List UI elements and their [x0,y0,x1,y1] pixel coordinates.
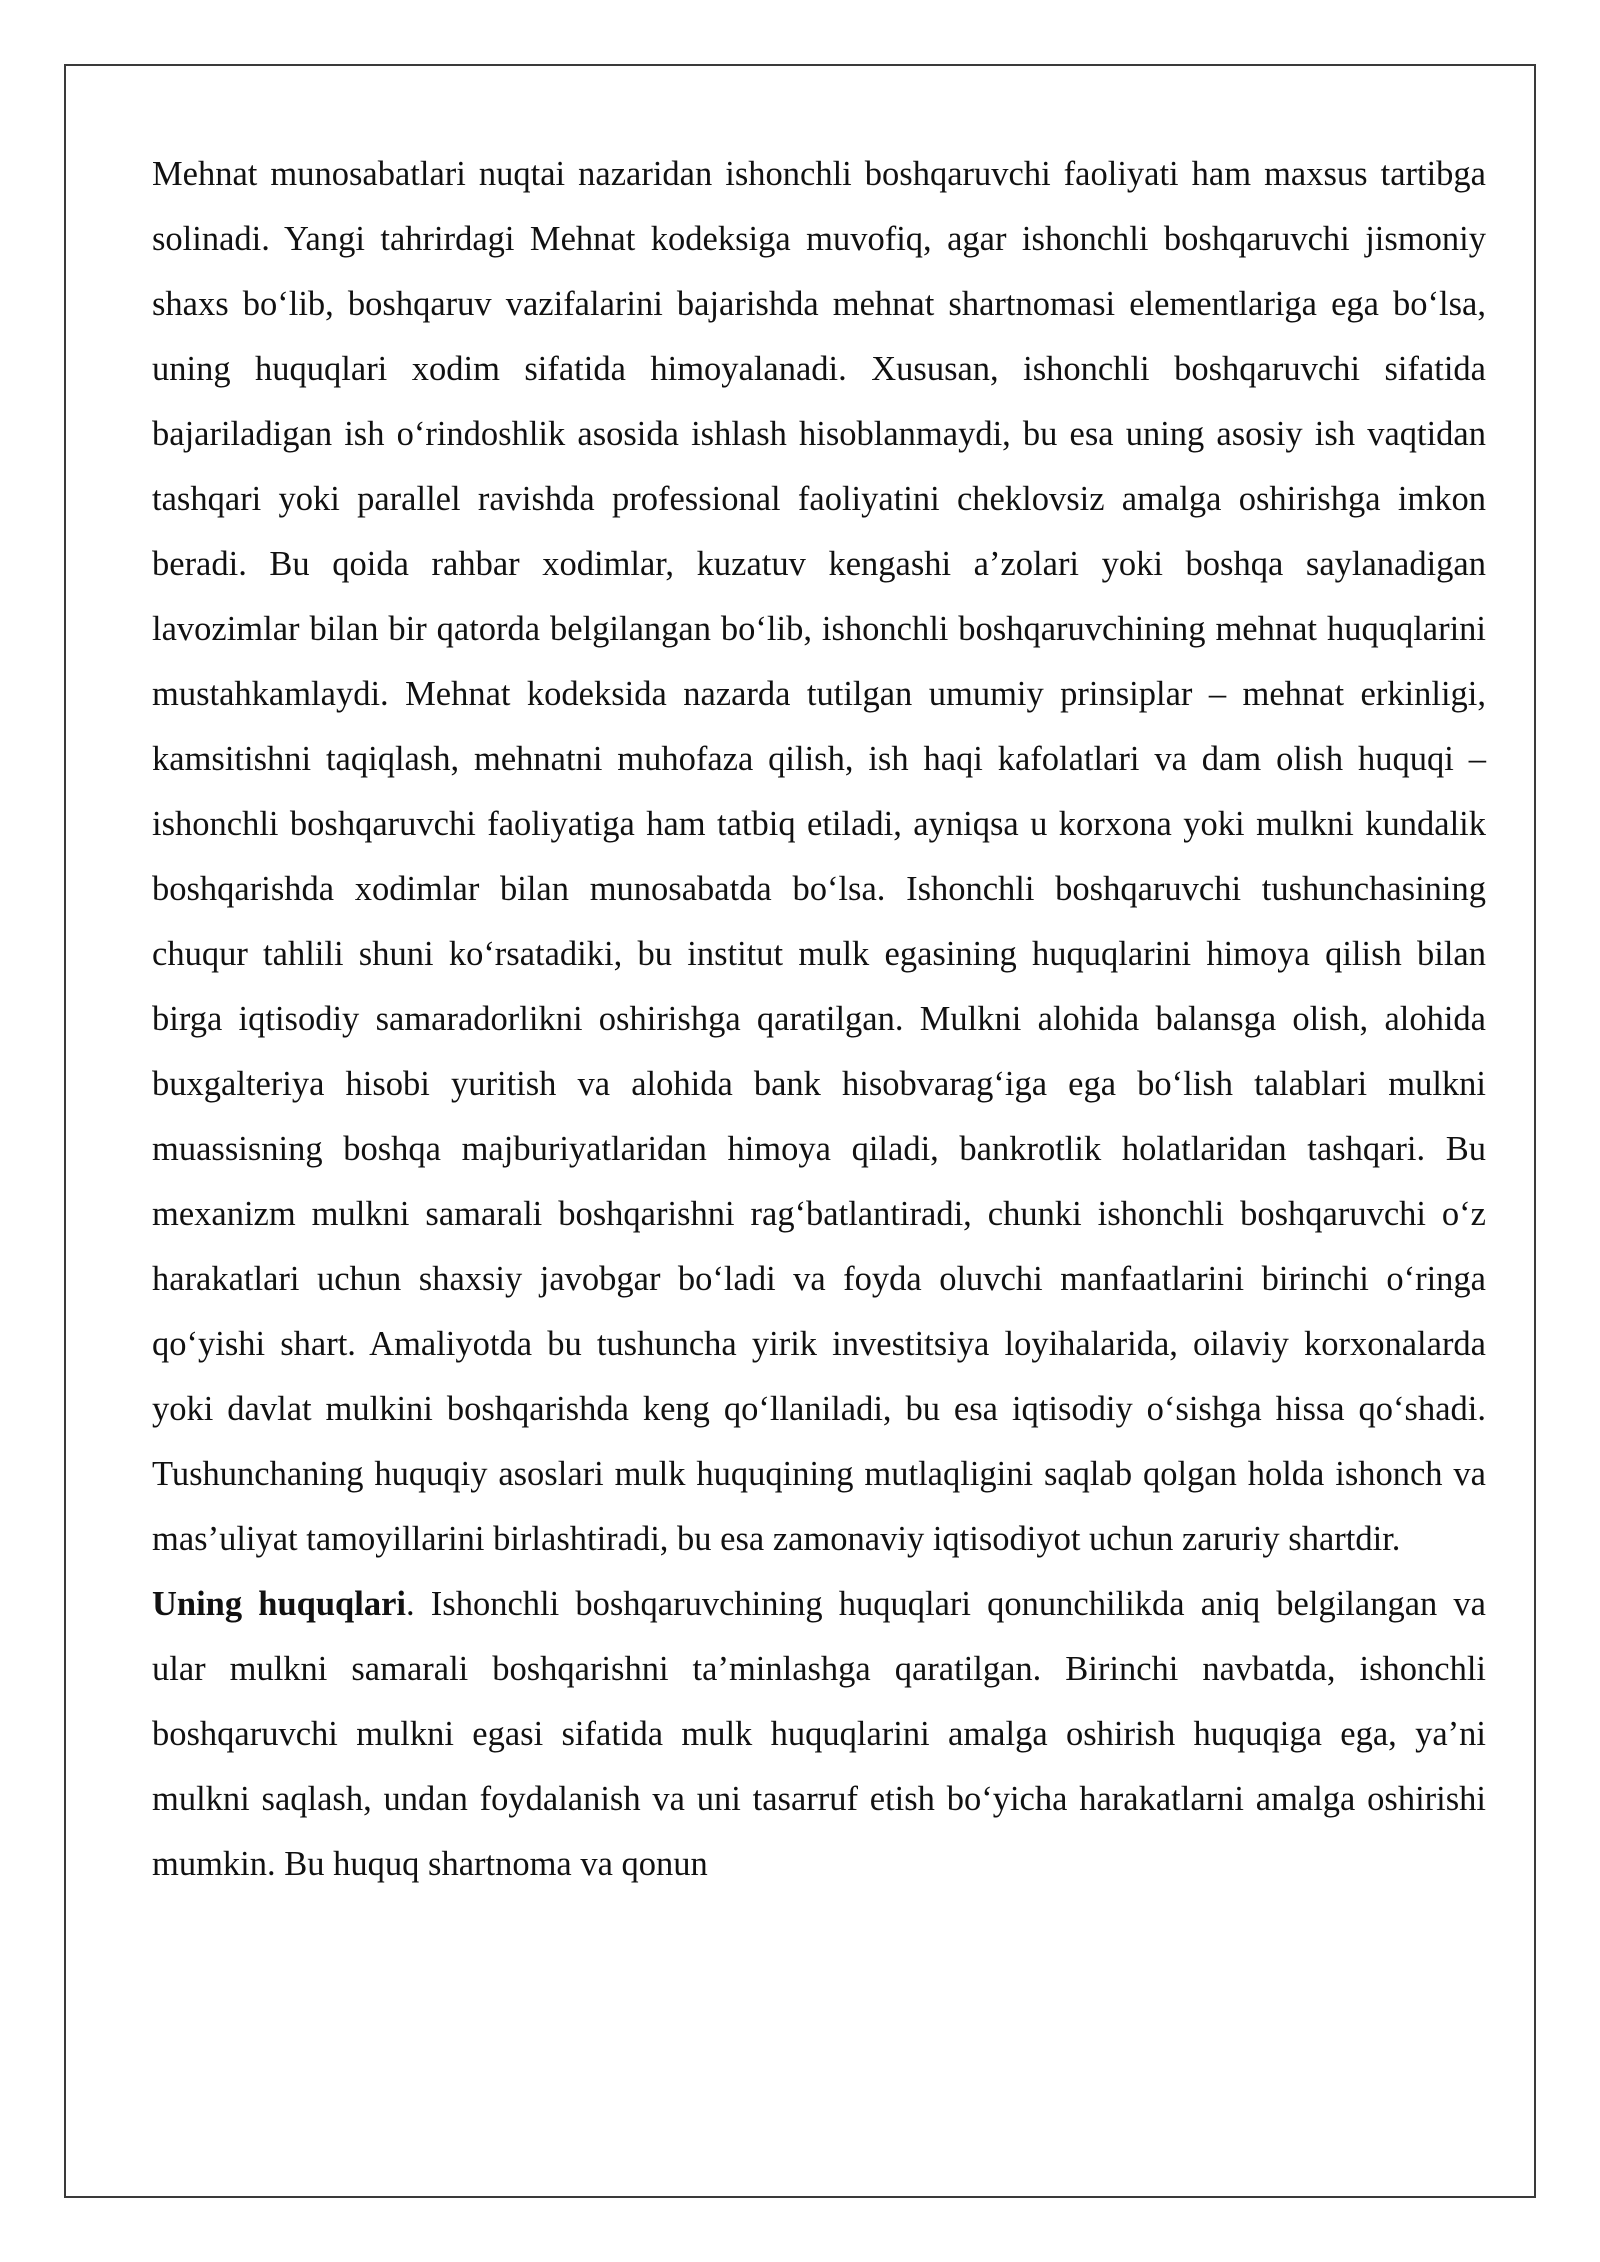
section-heading: Uning huquqlari [152,1585,406,1623]
heading-period: . [405,1585,415,1623]
paragraph [152,1572,1486,1897]
paragraph: Mehnat munosabatlari nuqtai nazaridan ishonchli boshqaruvchi faoliyati ham maxsus tartibga solinadi. Yangi tahrirdagi Mehnat kodeksiga muvofiq, agar ishonchli boshqaruvchi jismoniy shaxs bo‘lib, boshqaruv vazifalarini bajarishda mehnat shartnomasi elementlariga ega bo‘lsa, uning huquqlari xodim sifatida himoyalanadi. Xususan, ishonchli boshqaruvchi sifatida bajariladigan ish o‘rindoshlik asosida ishlash hisoblanmaydi, bu esa uning asosiy ish vaqtidan tashqari yoki parallel ravishda professional faoliyatini cheklovsiz amalga oshirishga imkon beradi. Bu qoida rahbar xodimlar, kuzatuv kengashi a’zolari yoki boshqa saylanadigan lavozimlar bilan bir qatorda belgilangan bo‘lib, ishonchli boshqaruvchining mehnat huquqlarini mustahkamlaydi. Mehnat kodeksida nazarda tutilgan umumiy prinsiplar – mehnat erkinligi, kamsitishni taqiqlash, mehnatni muhofaza qilish, ish haqi kafolatlari va dam olish huquqi – ishonchli boshqaruvchi faoliyatiga ham tatbiq etiladi, ayniqsa u korxona yoki mulkni kundalik boshqarishda xodimlar bilan munosabatda bo‘lsa. Ishonchli boshqaruvchi tushunchasining chuqur tahlili shuni ko‘rsatadiki, bu institut mulk egasining huquqlarini himoya qilish bilan birga iqtisodiy samaradorlikni oshirishga qaratilgan. Mulkni alohida balansga olish, alohida buxgalteriya hisobi yuritish va alohida bank hisobvarag‘iga ega bo‘lish talablari mulkni muassisning boshqa majburiyatlaridan himoya qiladi, bankrotlik holatlaridan tashqari. Bu mexanizm mulkni samarali boshqarishni rag‘batlantiradi, chunki ishonchli boshqaruvchi o‘z harakatlari uchun shaxsiy javobgar bo‘ladi va foyda oluvchi manfaatlarini birinchi o‘ringa qo‘yishi shart. Amaliyotda bu tushuncha yirik investitsiya loyihalarida, oilaviy korxonalarda yoki davlat mulkini boshqarishda keng qo‘llaniladi, bu esa iqtisodiy o‘sishga hissa qo‘shadi. Tushunchaning huquqiy asoslari mulk huquqining mutlaqligini saqlab qolgan holda ishonch va mas’uliyat tamoyillarini birlashtiradi, bu esa zamonaviy iqtisodiyot uchun zaruriy shartdir. [152,155,1486,1558]
document-body [152,142,1486,1897]
paragraph-text: Ishonchli boshqaruvchining huquqlari qonunchilikda aniq belgilangan va ular mulkni samarali boshqarishni ta’minlashga qaratilgan. Birinchi navbatda, ishonchli boshqaruvchi mulkni egasi sifatida mulk huquqlarini amalga oshirish huquqiga ega, ya’ni mulkni saqlash, undan foydalanish va uni tasarruf etish bo‘yicha harakatlarni amalga oshirishi mumkin. Bu huquq shartnoma va qonun [152,1585,1486,1883]
